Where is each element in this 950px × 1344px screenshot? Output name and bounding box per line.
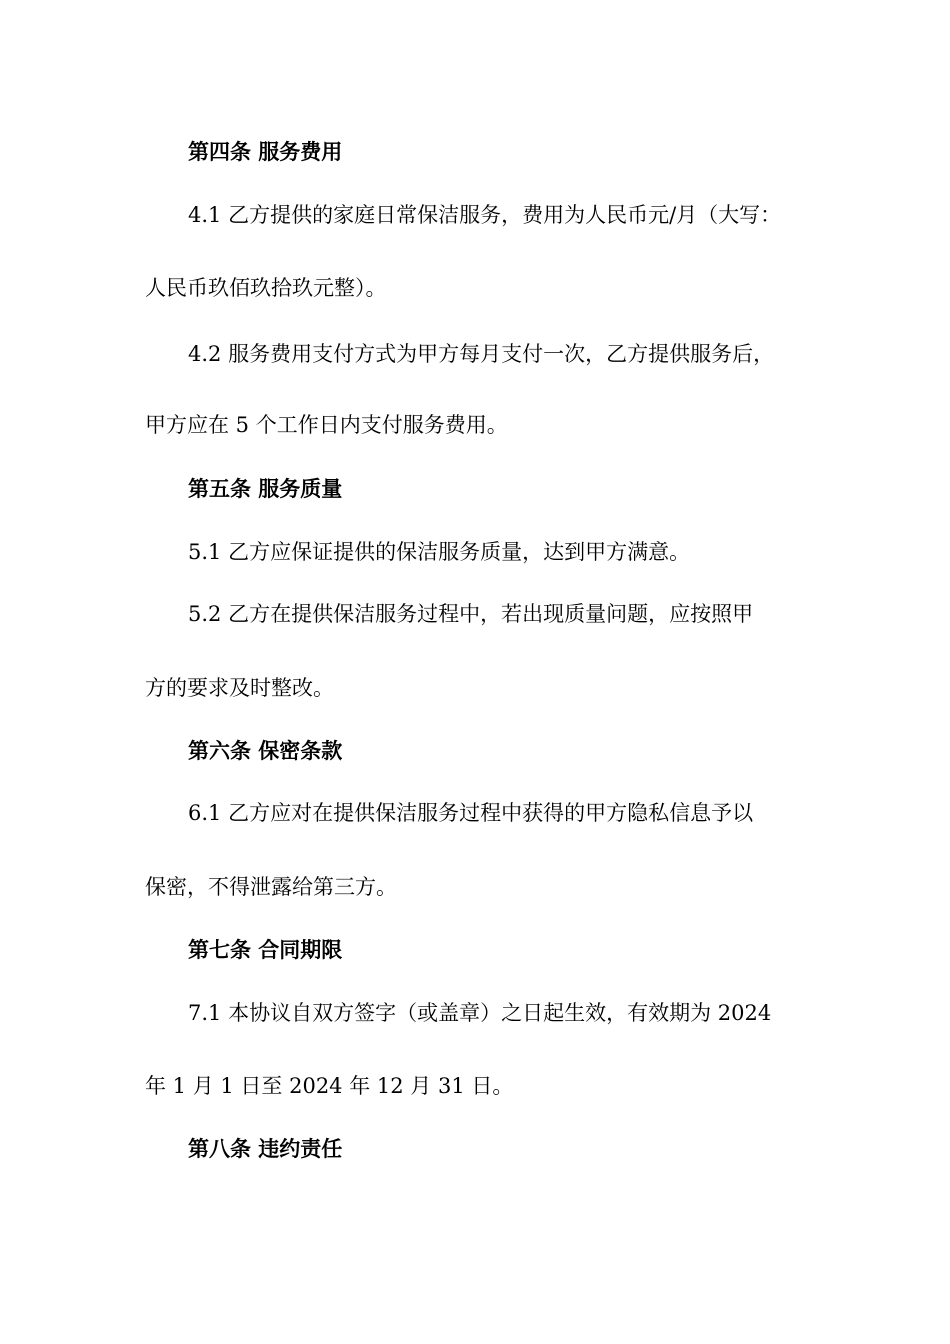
clause-5-2-line-1: 5.2 乙方在提供保洁服务过程中，若出现质量问题，应按照甲 xyxy=(188,602,754,626)
clause-7-1-line-1: 7.1 本协议自双方签字（或盖章）之日起生效，有效期为 2024 xyxy=(188,1001,772,1025)
section-heading-5: 第五条 服务质量 xyxy=(188,476,343,501)
section-heading-7: 第七条 合同期限 xyxy=(188,937,343,962)
clause-4-2-line-2: 甲方应在 5 个工作日内支付服务费用。 xyxy=(145,413,508,437)
clause-5-2-line-2: 方的要求及时整改。 xyxy=(145,676,334,700)
clause-4-1-line-1: 4.1 乙方提供的家庭日常保洁服务，费用为人民币元/月（大写： xyxy=(188,203,782,227)
section-heading-4: 第四条 服务费用 xyxy=(188,139,343,164)
clause-6-1-line-1: 6.1 乙方应对在提供保洁服务过程中获得的甲方隐私信息予以 xyxy=(188,801,754,825)
section-heading-8: 第八条 违约责任 xyxy=(188,1136,343,1161)
clause-4-2-line-1: 4.2 服务费用支付方式为甲方每月支付一次，乙方提供服务后， xyxy=(188,342,775,366)
clause-5-1-line-1: 5.1 乙方应保证提供的保洁服务质量，达到甲方满意。 xyxy=(188,540,691,564)
clause-7-1-line-2: 年 1 月 1 日至 2024 年 12 月 31 日。 xyxy=(145,1074,514,1098)
clause-4-1-line-2: 人民币玖佰玖拾玖元整）。 xyxy=(145,276,387,300)
clause-6-1-line-2: 保密，不得泄露给第三方。 xyxy=(145,875,397,899)
section-heading-6: 第六条 保密条款 xyxy=(188,738,343,763)
